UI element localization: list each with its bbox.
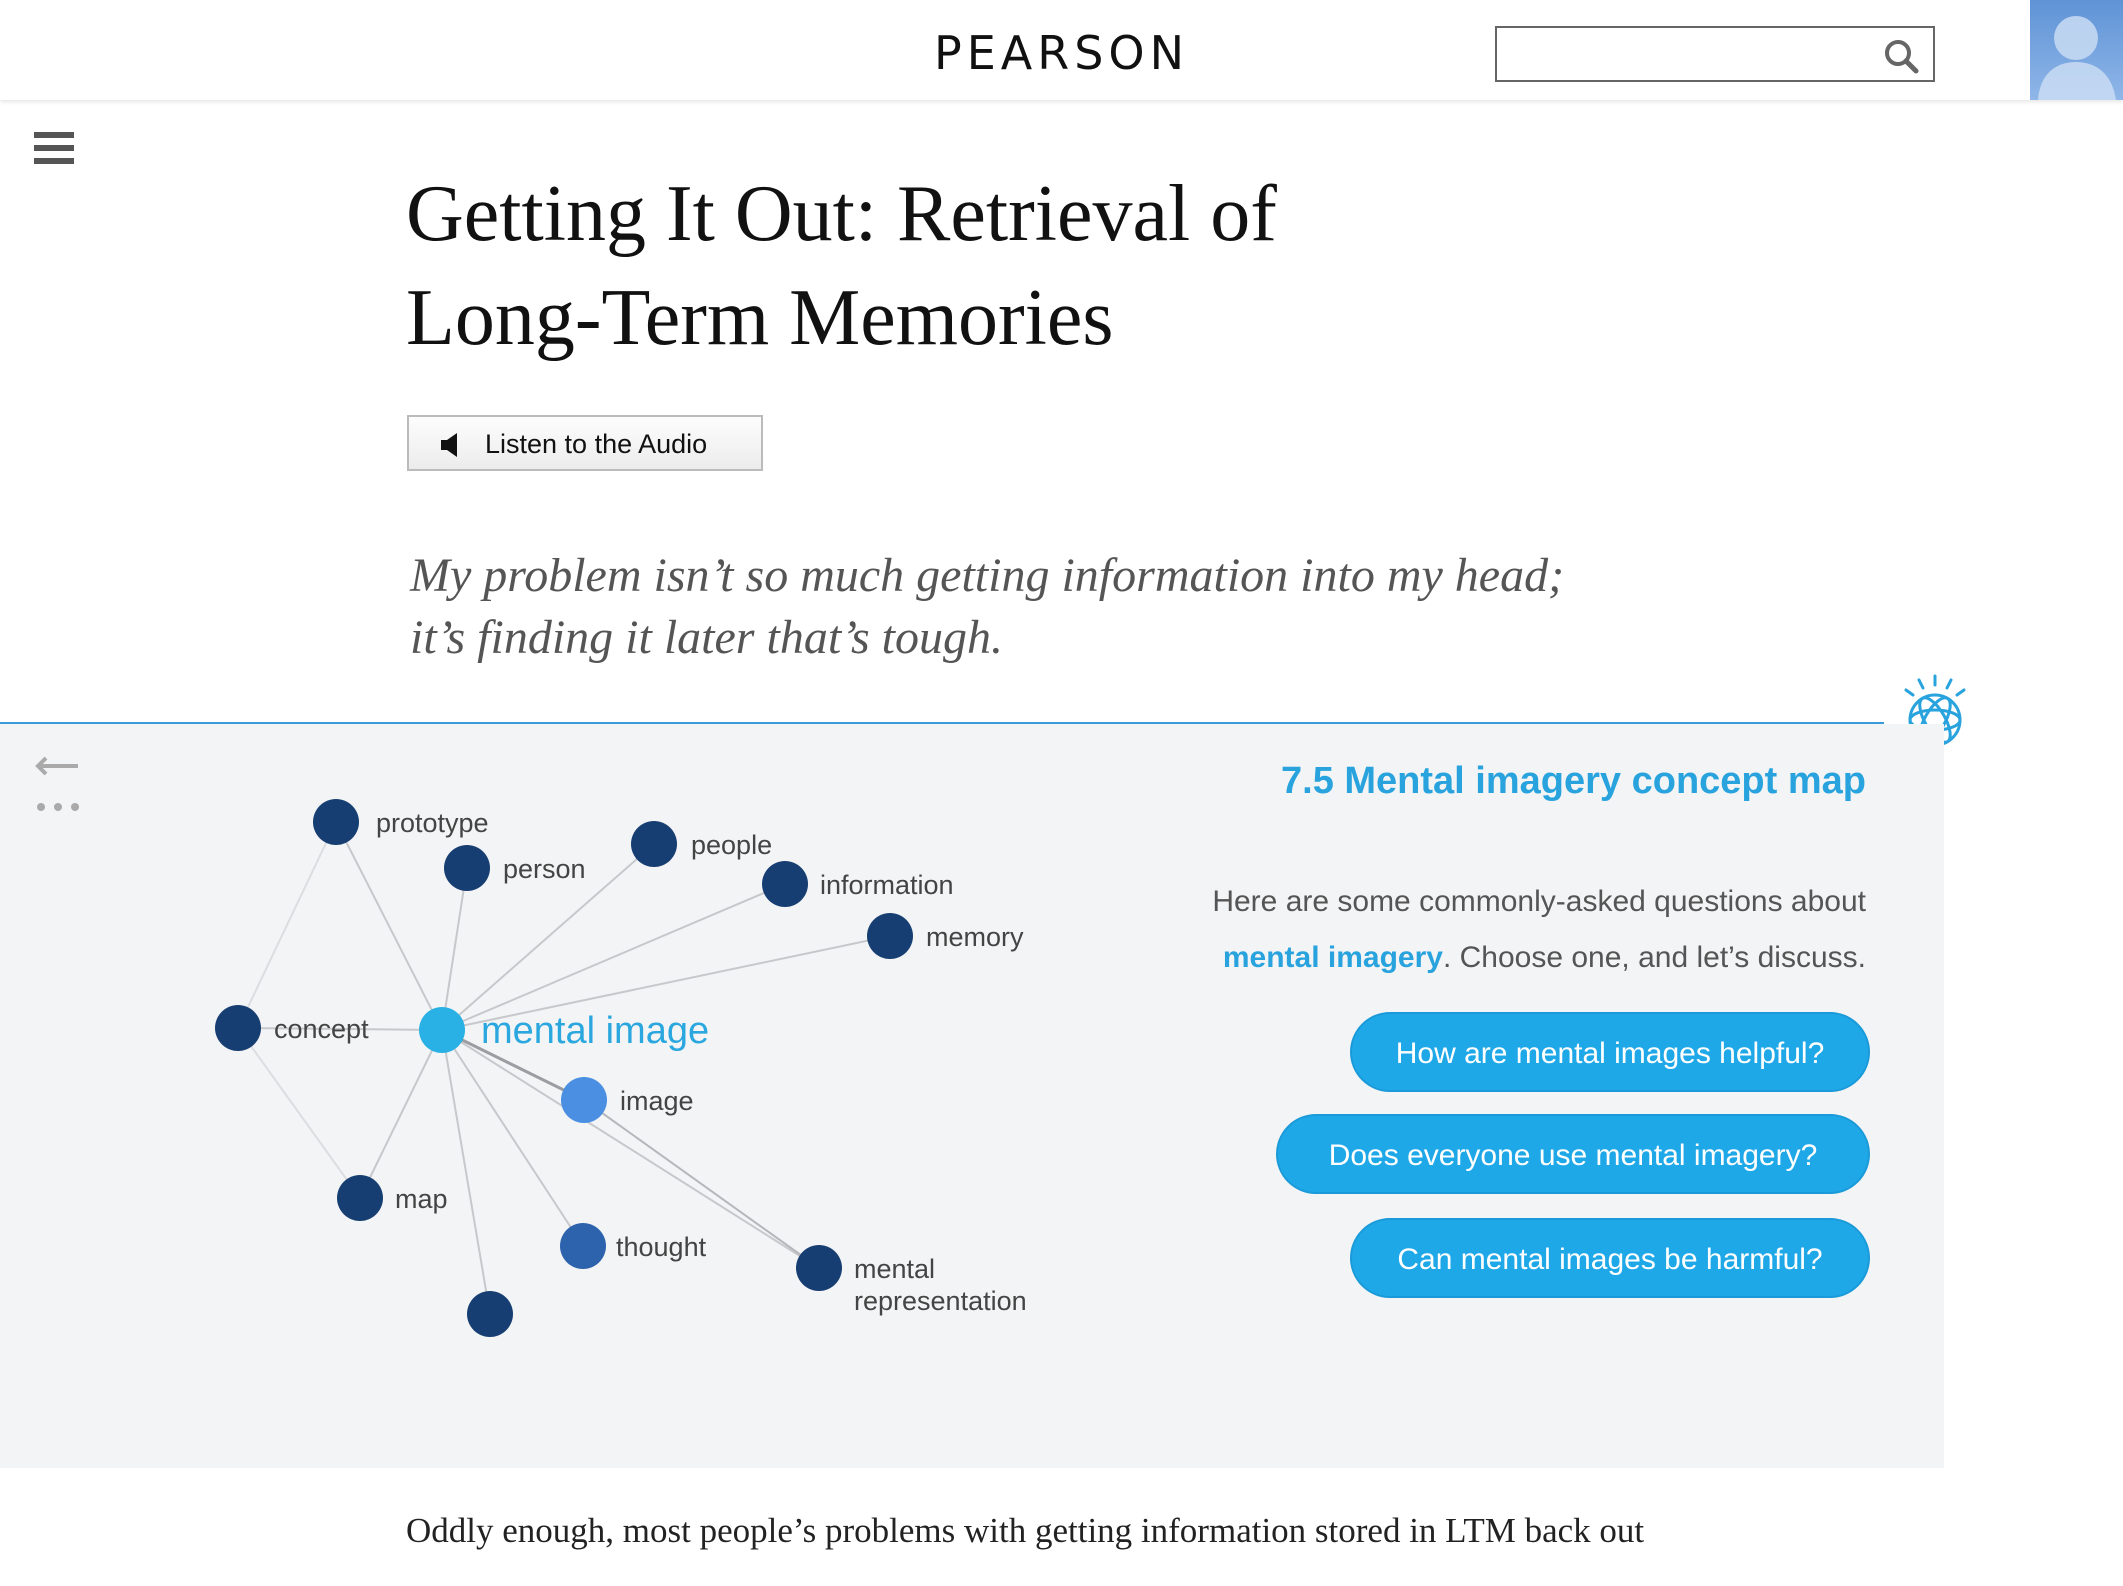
- menu-icon[interactable]: [34, 132, 74, 164]
- question-button-harmful[interactable]: Can mental images be harmful?: [1350, 1218, 1870, 1298]
- intro-text-end: . Choose one, and let’s discuss.: [1442, 941, 1866, 974]
- concept-node[interactable]: [337, 1175, 448, 1221]
- page-title-line-2: Long-Term Memories: [406, 274, 1114, 362]
- concept-node-label[interactable]: information: [820, 870, 954, 900]
- concept-node[interactable]: [762, 861, 954, 907]
- concept-node[interactable]: [313, 799, 489, 845]
- intro-text: Here are some commonly-asked questions about: [1212, 885, 1866, 918]
- concept-map-intro: [1120, 874, 1866, 986]
- concept-node[interactable]: [215, 1005, 369, 1051]
- epigraph-line-2: it’s finding it later that’s tough.: [410, 611, 1003, 664]
- concept-node-label[interactable]: representation: [854, 1286, 1027, 1316]
- speaker-icon: [439, 432, 465, 458]
- concept-edge: [442, 1030, 583, 1246]
- concept-edge: [238, 1028, 360, 1198]
- page-title: [406, 162, 1406, 370]
- concept-node[interactable]: [867, 913, 1024, 959]
- top-bar: [0, 0, 2123, 100]
- concept-node-dot[interactable]: [337, 1175, 383, 1221]
- question-button-helpful[interactable]: How are mental images helpful?: [1350, 1012, 1870, 1092]
- concept-node-label[interactable]: mental: [854, 1254, 936, 1284]
- concept-node-label[interactable]: memory: [926, 922, 1024, 952]
- concept-node[interactable]: [467, 1291, 513, 1337]
- concept-node[interactable]: [796, 1245, 1027, 1316]
- concept-edge: [238, 822, 336, 1028]
- concept-edge: [336, 822, 442, 1030]
- concept-map-panel: [0, 724, 1944, 1468]
- concept-node-dot[interactable]: [560, 1223, 606, 1269]
- concept-node[interactable]: [631, 821, 772, 867]
- search-icon[interactable]: [1883, 38, 1919, 74]
- concept-node[interactable]: [561, 1077, 694, 1123]
- concept-edge: [442, 1030, 490, 1314]
- intro-highlight-link[interactable]: mental imagery: [1222, 941, 1443, 974]
- concept-map-graph: [0, 724, 1100, 1468]
- concept-node-label[interactable]: image: [620, 1086, 694, 1116]
- epigraph-line-1: My problem isn’t so much getting information into my head;: [410, 549, 1565, 602]
- concept-map-title: 7.5 Mental imagery concept map: [1281, 760, 1866, 802]
- search-input[interactable]: [1507, 36, 1867, 72]
- concept-edge: [442, 868, 467, 1030]
- concept-node-label[interactable]: people: [691, 830, 773, 860]
- concept-node-dot[interactable]: [467, 1291, 513, 1337]
- concept-node-label[interactable]: thought: [616, 1232, 707, 1262]
- concept-center-node[interactable]: [419, 1007, 709, 1053]
- concept-node[interactable]: [560, 1223, 707, 1269]
- concept-node-dot[interactable]: [313, 799, 359, 845]
- concept-node-dot[interactable]: [796, 1245, 842, 1291]
- pearson-logo[interactable]: PEARSON: [933, 26, 1190, 80]
- concept-node-label[interactable]: map: [395, 1184, 448, 1214]
- concept-node-dot[interactable]: [444, 845, 490, 891]
- concept-node-dot[interactable]: [631, 821, 677, 867]
- concept-center-dot[interactable]: [419, 1007, 465, 1053]
- user-avatar[interactable]: [2030, 0, 2123, 100]
- search-box[interactable]: [1495, 26, 1935, 82]
- concept-node-dot[interactable]: [762, 861, 808, 907]
- question-button-everyone[interactable]: Does everyone use mental imagery?: [1276, 1114, 1870, 1194]
- concept-edge: [360, 1030, 442, 1198]
- listen-audio-label: Listen to the Audio: [485, 429, 708, 459]
- epigraph-quote: [410, 545, 1610, 669]
- concept-node-label[interactable]: person: [503, 854, 586, 884]
- concept-edge: [442, 884, 785, 1030]
- page-title-line-1: Getting It Out: Retrieval of: [406, 170, 1277, 258]
- concept-node-dot[interactable]: [867, 913, 913, 959]
- concept-node-dot[interactable]: [215, 1005, 261, 1051]
- concept-node[interactable]: [444, 845, 586, 891]
- concept-center-label[interactable]: mental image: [481, 1010, 710, 1052]
- concept-node-label[interactable]: prototype: [376, 808, 489, 838]
- concept-node-dot[interactable]: [561, 1077, 607, 1123]
- body-paragraph: Oddly enough, most people’s problems with getting information stored in LTM back out: [406, 1511, 1645, 1550]
- user-silhouette-icon: [2030, 0, 2123, 100]
- concept-node-label[interactable]: concept: [274, 1014, 369, 1044]
- listen-audio-button[interactable]: [407, 415, 763, 471]
